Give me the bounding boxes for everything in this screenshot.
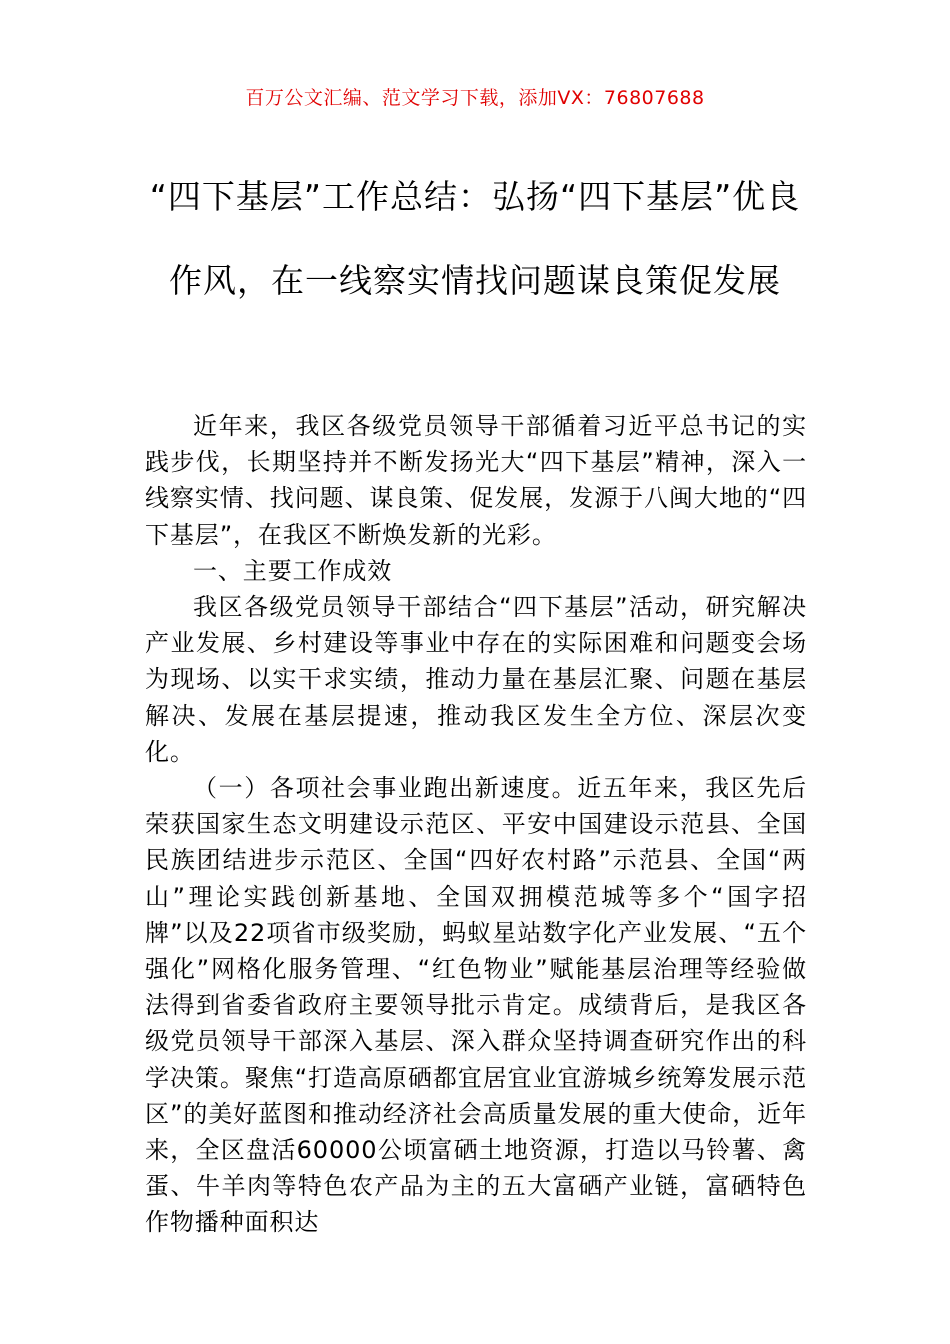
document-body (145, 408, 807, 1241)
document-title: “四下基层”工作总结：弘扬“四下基层”优良作风，在一线察实情找问题谋良策促发展 (149, 177, 801, 300)
section-heading: 一、主要工作成效 (193, 556, 393, 585)
paragraph-summary: 我区各级党员领导干部结合“四下基层”活动，研究解决产业发展、乡村建设等事业中存在的实际困难和问题变会场为现场、以实干求实绩，推动力量在基层汇聚、问题在基层解决、发展在基层提速，推动我区发生全方位、深层次变化。 (145, 593, 807, 766)
header-note: 百万公文汇编、范文学习下载，添加VX：76807688 (245, 87, 705, 109)
paragraph-intro: 近年来，我区各级党员领导干部循着习近平总书记的实践步伐，长期坚持并不断发扬光大“四下基层”精神，深入一线察实情、找问题、谋良策、促发展，发源于八闽大地的“四下基层”，在我区不断焕发新的光彩。 (145, 412, 807, 549)
paragraph-achievements: （一）各项社会事业跑出新速度。近五年来，我区先后荣获国家生态文明建设示范区、平安中国建设示范县、全国民族团结进步示范区、全国“四好农村路”示范县、全国“两山”理论实践创新基地、全国双拥模范城等多个“国字招牌”以及22项省市级奖励，蚂蚁星站数字化产业发展、“五个强化”网格化服务管理、“红色物业”赋能基层治理等经验做法得到省委省政府主要领导批示肯定。成绩背后，是我区各级党员领导干部深入基层、深入群众坚持调查研究作出的科学决策。聚焦“打造高原硒都宜居宜业宜游城乡统筹发展示范区”的美好蓝图和推动经济社会高质量发展的重大使命，近年来，全区盘活60000公顷富硒土地资源，打造以马铃薯、禽蛋、牛羊肉等特色农产品为主的五大富硒产业链，富硒特色作物播种面积达 (145, 774, 807, 1237)
